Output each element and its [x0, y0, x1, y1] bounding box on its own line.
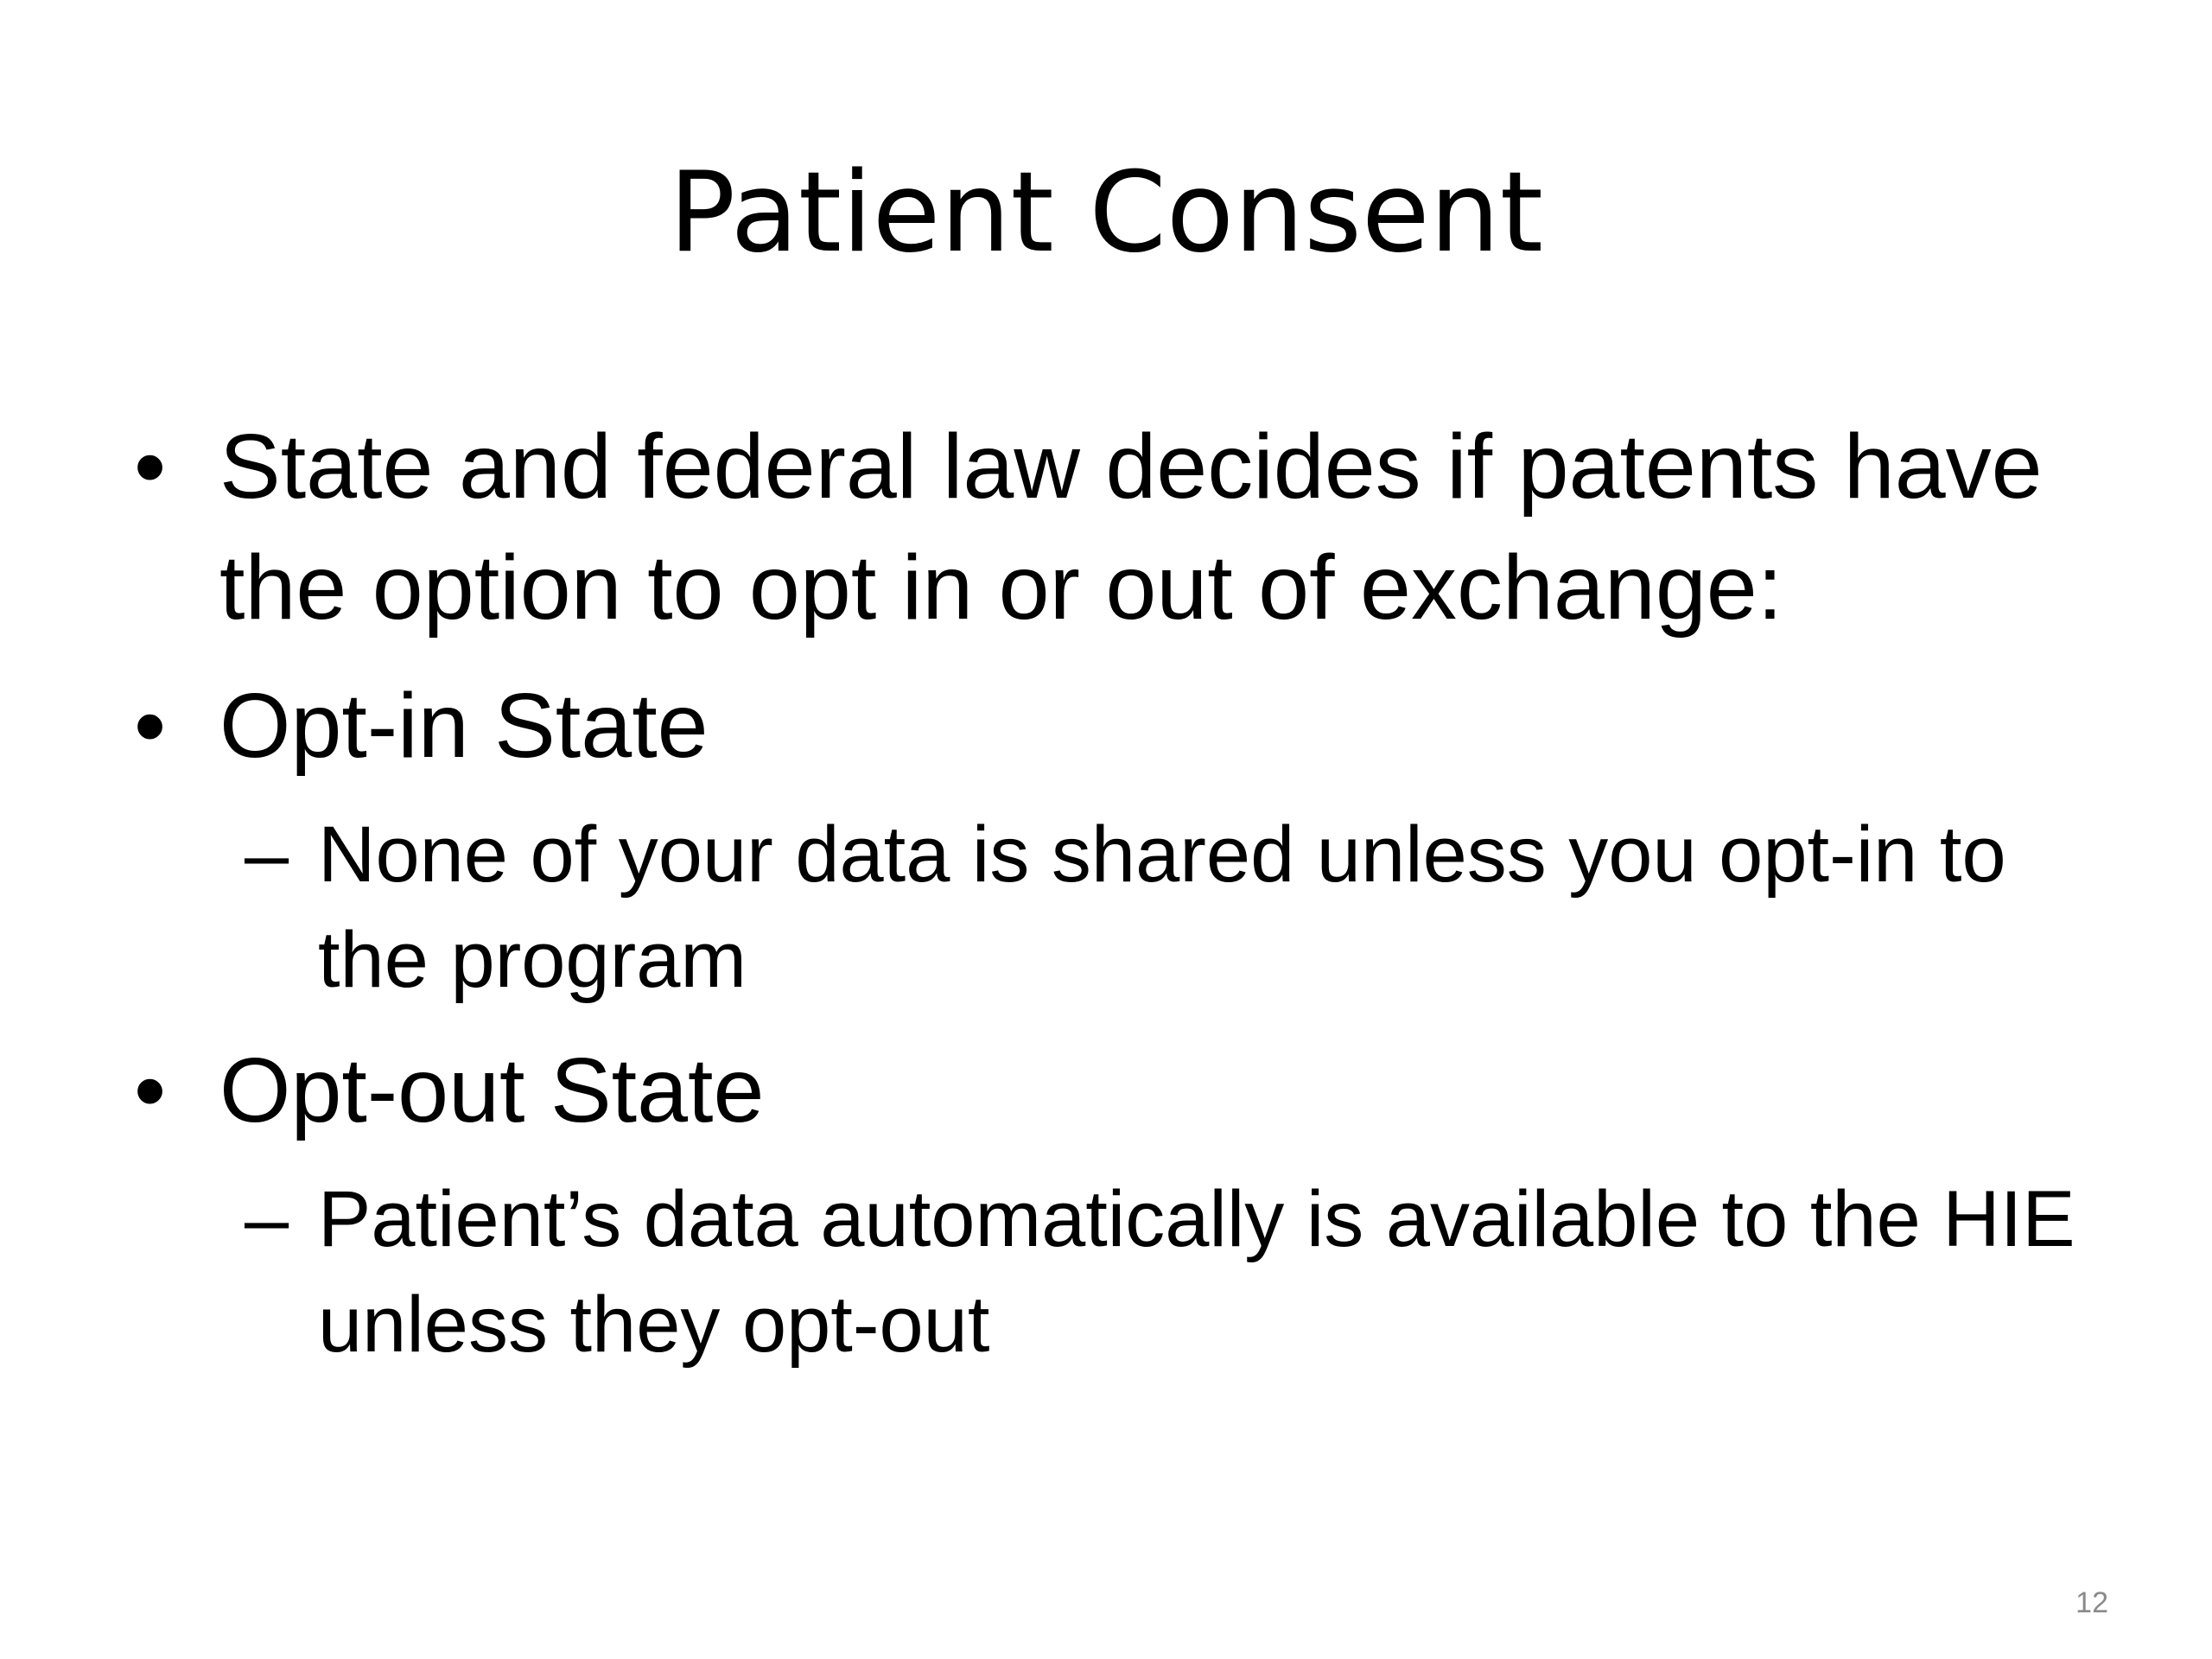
- bullet-marker: •: [134, 675, 167, 777]
- bullet-marker: •: [134, 416, 167, 518]
- slide-title: Patient Consent: [669, 149, 1543, 277]
- bullet-text: Opt-out State: [219, 1039, 765, 1141]
- bullet-text: State and federal law decides if patents have the option to opt in or out of exchange:: [219, 416, 2043, 639]
- sub-bullet-text: None of your data is shared unless you opt-in to the program: [318, 810, 2006, 1004]
- sub-bullet-marker: –: [245, 1175, 289, 1263]
- sub-bullet-text: Patient’s data automatically is available to the HIE unless they opt-out: [318, 1175, 2075, 1369]
- bullet-item-1: [0, 406, 2212, 648]
- sub-bullet-item-2: [0, 1166, 2212, 1377]
- bullet-item-3: [0, 1030, 2212, 1151]
- bullet-list: [0, 406, 2212, 1377]
- bullet-text: Opt-in State: [219, 675, 709, 777]
- bullet-item-2: [0, 665, 2212, 786]
- page-number: 12: [2075, 1586, 2108, 1619]
- sub-bullet-marker: –: [245, 810, 289, 899]
- sub-bullet-item-1: [0, 802, 2212, 1013]
- bullet-marker: •: [134, 1039, 167, 1141]
